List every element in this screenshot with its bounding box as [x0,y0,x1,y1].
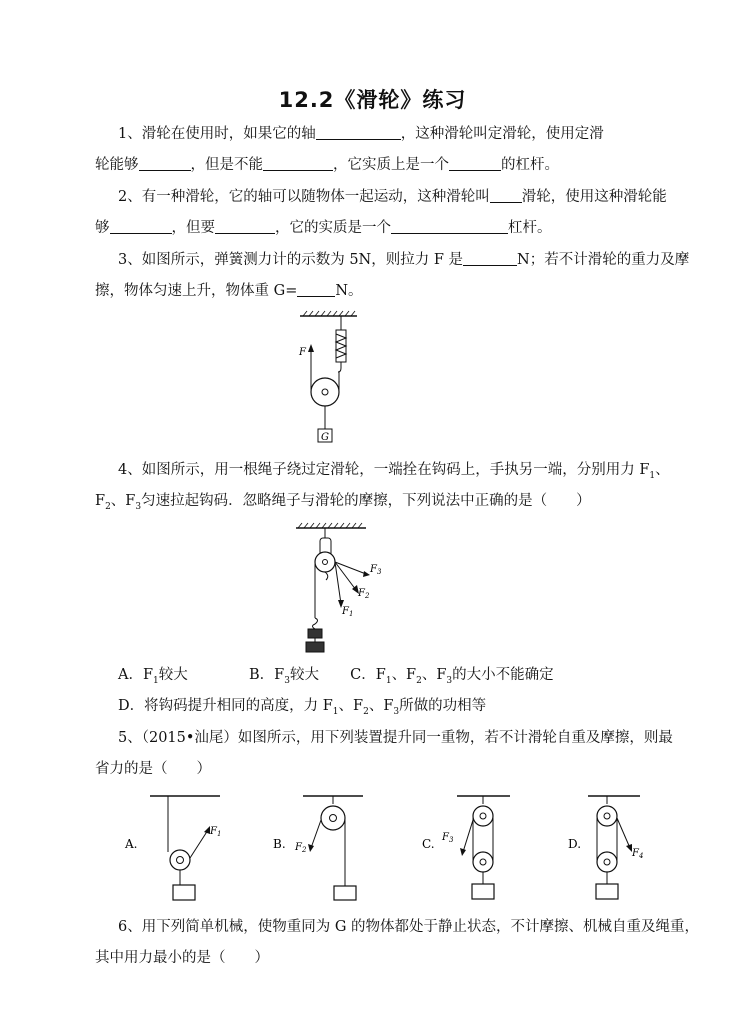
q5-line2: 省力的是（ ） [95,761,211,777]
q1-blank-1[interactable] [316,125,401,140]
q4-text: F [95,493,106,509]
q4-pulley-figure [292,522,392,657]
q5-figure-c [422,796,510,899]
q2-blank-1[interactable] [490,188,522,203]
q5-line1: 5、（2015•汕尾）如图所示，用下列装置提升同一重物，若不计滑轮自重及摩擦，则最 [118,730,673,746]
q1-text: ，它实质上是一个 [333,157,449,173]
q1-text: 轮能够 [95,157,139,173]
q2-line1 [118,187,667,207]
q4-f2-label: $F_2$ [358,588,370,600]
q1-blank-3[interactable] [263,156,333,171]
q5-force-d: $F_4$ [632,848,644,860]
q4-text: 匀速拉起钩码．忽略绳子与滑轮的摩擦，下列说法中正确的是（ ） [141,493,591,509]
q6-line2: 其中用力最小的是（ ） [95,950,269,966]
q2-text: ，但要 [171,220,215,236]
q4-option-c[interactable]: C．$F_1$、$F_2$、$F_3$的大小不能确定 [350,667,554,686]
q1-line2 [95,155,559,175]
q2-line2 [95,218,552,238]
q4-option-a[interactable]: A．$F_1$较大 [118,667,188,686]
q4-text: 、 [655,462,670,478]
q3-blank-1[interactable] [463,251,517,266]
q1-text: 1、滑轮在使用时，如果它的轴 [118,126,316,142]
q2-text: 够 [95,220,110,236]
q1-text: 的杠杆。 [501,157,559,173]
q2-text: 滑轮，使用这种滑轮能 [521,189,667,205]
q5-label-c: C. [422,837,435,851]
q4-text: 4、如图所示，用一根绳子绕过定滑轮，一端拴在钩码上，手执另一端，分别用力 F [118,462,650,478]
q4-option-b[interactable]: B．$F_3$较大 [249,667,319,686]
q5-label-d: D. [568,837,582,851]
q5-figure-d [568,796,643,899]
q4-sub: 1 [649,470,656,481]
q4-sub: 2 [105,501,111,512]
q1-blank-2[interactable] [139,156,191,171]
q4-option-d[interactable]: D．将钩码提升相同的高度，力 $F_1$、$F_2$、$F_3$所做的功相等 [118,698,487,717]
q4-options-abc [118,665,554,691]
q2-text: ，它的实质是一个 [275,220,391,236]
q3-line2 [95,281,363,301]
q4-line2 [95,491,591,517]
q1-blank-4[interactable] [449,156,501,171]
q5-label-b: B. [273,837,286,851]
q5-figure-b [273,796,363,900]
q1-text: ，但是不能 [190,157,263,173]
q3-text: 3、如图所示，弹簧测力计的示数为 5N，则拉力 F 是 [118,252,464,268]
q3-blank-2[interactable] [297,282,335,297]
q3-pulley-figure [295,310,375,445]
q5-figures [120,790,650,905]
q4-line1 [118,460,670,486]
q6-line1: 6、用下列简单机械，使物重同为 G 的物体都处于静止状态，不计摩擦、机械自重及绳重， [118,919,700,935]
q3-text: N；若不计滑轮的重力及摩 [517,252,690,268]
q4-text: 、F [110,493,136,509]
q1-text: ，这种滑轮叫定滑轮，使用定滑 [400,126,604,142]
q2-blank-3[interactable] [215,219,275,234]
q5-label-a: A. [125,837,138,851]
q1-line1 [118,124,604,144]
q4-sub: 3 [135,501,142,512]
q3-line1 [118,250,689,270]
q3-weight-label: G [321,432,329,443]
q3-text: 擦，物体匀速上升，物体重 G= [95,283,298,299]
q5-force-a: $F_1$ [210,826,222,838]
q4-f3-label: $F_3$ [370,564,382,576]
page-title: 12.2《滑轮》练习 [278,88,467,112]
q2-text: 杠杆。 [508,220,552,236]
q4-f1-label: $F_1$ [342,606,354,618]
q3-text: N。 [335,283,363,299]
q2-blank-2[interactable] [110,219,172,234]
q2-blank-4[interactable] [391,219,508,234]
q5-force-b: $F_2$ [295,842,307,854]
q5-force-c: $F_3$ [442,832,454,844]
q3-force-label: F [299,347,306,358]
q5-figure-a [124,796,221,900]
q2-text: 2、有一种滑轮，它的轴可以随物体一起运动，这种滑轮叫 [118,189,490,205]
